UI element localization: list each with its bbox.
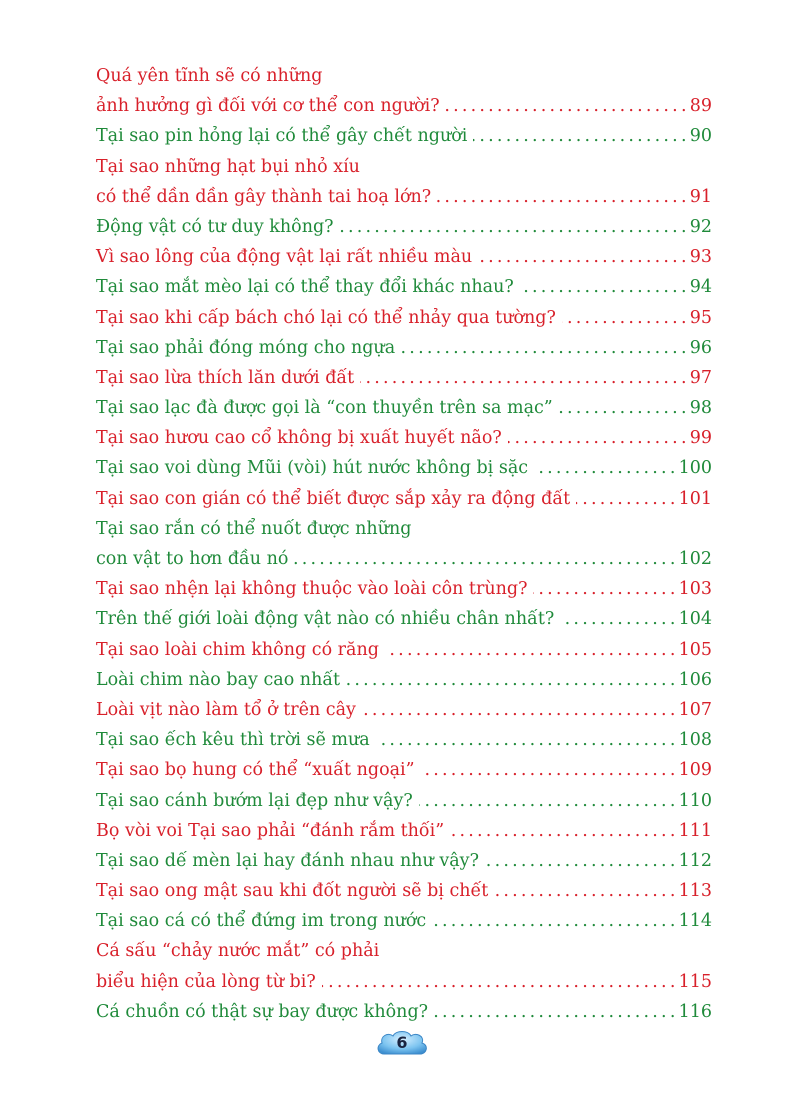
- toc-entry-title: Tại sao phải đóng móng cho ngựa: [96, 337, 396, 358]
- dot-leader: [534, 453, 679, 483]
- toc-entry-page: 95: [689, 307, 712, 328]
- dot-leader: [560, 604, 678, 634]
- toc-entry-page: 104: [678, 609, 712, 630]
- dot-leader: [346, 665, 678, 695]
- dot-leader: [419, 786, 679, 816]
- toc-entry-page: 100: [678, 458, 712, 479]
- toc-entry-title: Loài vịt nào làm tổ ở trên cây: [96, 699, 356, 720]
- toc-entry-title: Tại sao loài chim không có răng: [96, 639, 379, 660]
- toc-entry-title: Trên thế giới loài động vật nào có nhiều chân nhất?: [96, 609, 555, 630]
- toc-entry-title: Tại sao pin hỏng lại có thể gây chết người: [96, 126, 468, 147]
- toc-entry-title: Tại sao cá có thể đứng im trong nước: [96, 911, 427, 932]
- toc-entry: [96, 574, 712, 604]
- toc-entry-title: Cá sấu “chảy nước mắt” có phải: [96, 941, 380, 962]
- toc-entry-title: Tại sao bọ hung có thể “xuất ngoại”: [96, 760, 415, 781]
- toc-entry-title: Tại sao ong mật sau khi đốt người sẽ bị chết: [96, 881, 489, 902]
- toc-entry: [96, 544, 712, 574]
- toc-entry: [96, 635, 712, 665]
- toc-entry: [96, 484, 712, 514]
- toc-entry-title: Bọ vòi voi Tại sao phải “đánh rắm thối”: [96, 820, 445, 841]
- dot-leader: [446, 91, 690, 121]
- dot-leader: [450, 816, 678, 846]
- dot-leader: [434, 997, 679, 1027]
- toc-entry-title: Loài chim nào bay cao nhất: [96, 669, 341, 690]
- toc-entry-page: 108: [678, 730, 712, 751]
- toc-entry-page: 91: [689, 186, 712, 207]
- dot-leader: [533, 574, 678, 604]
- toc-entry-page: 111: [678, 820, 712, 841]
- toc-entry-page: 116: [678, 1001, 712, 1022]
- toc-entry-title: Tại sao lừa thích lăn dưới đất: [96, 367, 355, 388]
- toc-entry: [96, 242, 712, 272]
- toc-entry: [96, 514, 712, 544]
- toc-entry: [96, 997, 712, 1027]
- toc-entry-title: Tại sao hươu cao cổ không bị xuất huyết não?: [96, 428, 502, 449]
- toc-entry-title: có thể dần dần gây thành tai hoạ lớn?: [96, 186, 432, 207]
- table-of-contents: [96, 61, 712, 1027]
- dot-leader: [362, 695, 679, 725]
- dot-leader: [485, 846, 679, 876]
- toc-entry: [96, 121, 712, 151]
- toc-entry: [96, 755, 712, 785]
- toc-entry-title: biểu hiện của lòng từ bi?: [96, 971, 316, 992]
- toc-entry: [96, 423, 712, 453]
- toc-entry: [96, 453, 712, 483]
- toc-entry: [96, 212, 712, 242]
- toc-entry-title: Tại sao ếch kêu thì trời sẽ mưa: [96, 730, 370, 751]
- dot-leader: [385, 635, 679, 665]
- page-number-badge: [374, 1028, 430, 1058]
- toc-entry-page: 102: [678, 549, 712, 569]
- dot-leader: [401, 333, 690, 363]
- toc-entry-page: 115: [678, 971, 712, 992]
- toc-entry-title: Quá yên tĩnh sẽ có những: [96, 66, 323, 86]
- toc-entry-page: 106: [678, 669, 712, 690]
- toc-entry-title: Tại sao mắt mèo lại có thể thay đổi khác nhau?: [96, 277, 514, 298]
- toc-entry: [96, 61, 712, 91]
- dot-leader: [473, 121, 689, 151]
- toc-entry: [96, 604, 712, 634]
- toc-entry-title: Tại sao nhện lại không thuộc vào loài côn trùng?: [96, 579, 528, 600]
- toc-entry-page: 94: [689, 277, 712, 298]
- toc-entry-title: con vật to hơn đầu nó: [96, 549, 289, 569]
- dot-leader: [562, 303, 690, 333]
- dot-leader: [494, 876, 678, 906]
- dot-leader: [478, 242, 690, 272]
- toc-entry: [96, 182, 712, 212]
- dot-leader: [432, 906, 678, 936]
- dot-leader: [340, 212, 690, 242]
- toc-entry-title: Tại sao con gián có thể biết được sắp xảy ra động đất: [96, 488, 571, 509]
- toc-entry-page: 103: [678, 579, 712, 600]
- toc-entry: [96, 333, 712, 363]
- toc-entry-page: 93: [689, 247, 712, 268]
- toc-entry: [96, 272, 712, 302]
- dot-leader: [421, 755, 679, 785]
- dot-leader: [520, 272, 690, 302]
- toc-entry-title: Tại sao khi cấp bách chó lại có thể nhảy qua tường?: [96, 307, 556, 328]
- toc-entry: [96, 906, 712, 936]
- toc-entry: [96, 91, 712, 121]
- toc-entry-page: 112: [678, 850, 712, 871]
- toc-entry-page: 96: [689, 337, 712, 358]
- toc-entry: [96, 967, 712, 997]
- toc-entry-title: Động vật có tư duy không?: [96, 216, 334, 237]
- toc-entry-title: Cá chuồn có thật sự bay được không?: [96, 1001, 429, 1022]
- toc-entry: [96, 816, 712, 846]
- toc-entry: [96, 363, 712, 393]
- toc-entry-page: 89: [689, 96, 712, 117]
- toc-entry: [96, 665, 712, 695]
- toc-entry-title: Vì sao lông của động vật lại rất nhiều màu: [96, 247, 473, 268]
- dot-leader: [508, 423, 690, 453]
- toc-entry: [96, 303, 712, 333]
- toc-entry-page: 92: [689, 216, 712, 237]
- toc-entry-page: 105: [678, 639, 712, 660]
- toc-entry: [96, 695, 712, 725]
- toc-entry-page: 114: [678, 911, 712, 932]
- toc-entry-title: Tại sao lạc đà được gọi là “con thuyền trên sa mạc”: [96, 398, 553, 419]
- dot-leader: [559, 393, 690, 423]
- dot-leader: [437, 182, 690, 212]
- toc-entry-page: 107: [678, 699, 712, 720]
- toc-entry-title: Tại sao dế mèn lại hay đánh nhau như vậy?: [96, 850, 479, 871]
- dot-leader: [322, 967, 679, 997]
- toc-entry: [96, 152, 712, 182]
- toc-entry-page: 101: [678, 488, 712, 509]
- toc-entry-page: 97: [689, 367, 712, 388]
- toc-entry-page: 98: [689, 398, 712, 419]
- toc-entry: [96, 876, 712, 906]
- toc-entry: [96, 846, 712, 876]
- toc-entry-page: 110: [678, 790, 712, 811]
- toc-entry: [96, 393, 712, 423]
- toc-entry: [96, 786, 712, 816]
- toc-entry-title: Tại sao rắn có thể nuốt được những: [96, 518, 412, 539]
- dot-leader: [294, 544, 678, 574]
- toc-entry-title: Tại sao những hạt bụi nhỏ xíu: [96, 156, 360, 177]
- toc-entry-page: 90: [689, 126, 712, 147]
- dot-leader: [576, 484, 678, 514]
- toc-entry-title: Tại sao voi dùng Mũi (vòi) hút nước không bị sặc: [96, 458, 529, 479]
- toc-entry: [96, 936, 712, 966]
- toc-entry-page: 113: [678, 881, 712, 902]
- dot-leader: [360, 363, 690, 393]
- dot-leader: [376, 725, 679, 755]
- toc-entry-page: 99: [689, 428, 712, 449]
- toc-entry-page: 109: [678, 760, 712, 781]
- toc-entry: [96, 725, 712, 755]
- toc-entry-title: Tại sao cánh bướm lại đẹp như vậy?: [96, 790, 413, 811]
- page-number: 6: [396, 1033, 408, 1052]
- toc-entry-title: ảnh hưởng gì đối với cơ thể con người?: [96, 96, 440, 117]
